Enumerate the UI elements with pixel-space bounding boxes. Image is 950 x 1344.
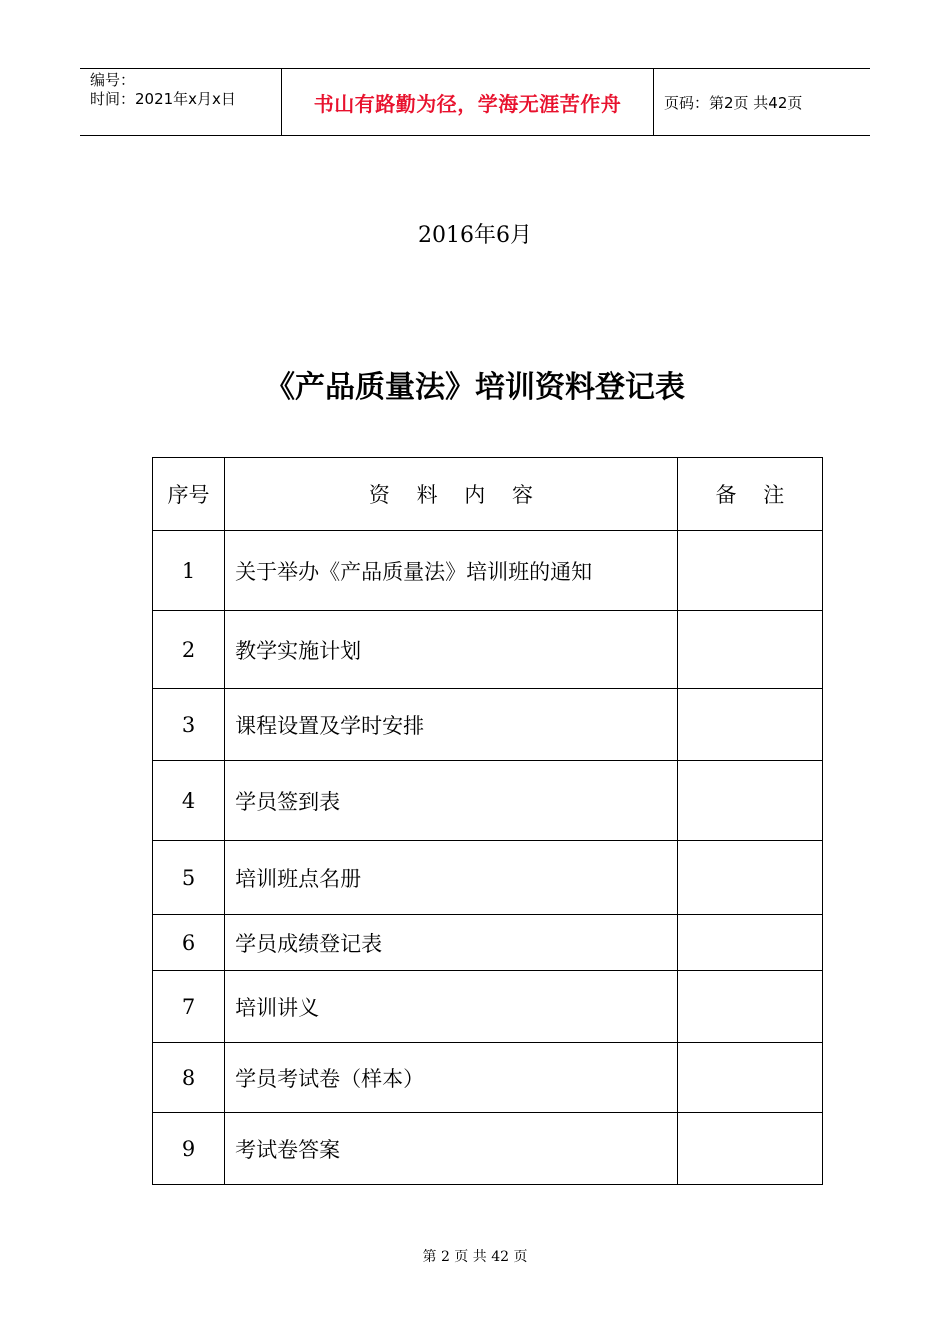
row-note (677, 971, 822, 1043)
row-content: 课程设置及学时安排 (225, 689, 678, 761)
row-note (677, 611, 822, 689)
column-header-note: 备 注 (677, 458, 822, 531)
row-content: 学员考试卷（样本） (225, 1043, 678, 1113)
row-number: 6 (153, 915, 225, 971)
row-number: 5 (153, 841, 225, 915)
table-row (153, 531, 823, 611)
table-row (153, 971, 823, 1043)
row-note (677, 915, 822, 971)
header-page-info-cell (654, 69, 870, 135)
row-note (677, 761, 822, 841)
time-label: 时间：2021年x月x日 (90, 90, 236, 108)
row-content: 教学实施计划 (225, 611, 678, 689)
row-content: 考试卷答案 (225, 1113, 678, 1185)
table-row (153, 611, 823, 689)
row-note (677, 689, 822, 761)
table-row (153, 689, 823, 761)
date-line: 2016年6月 (418, 223, 532, 248)
document-title: 《产品质量法》培训资料登记表 (265, 370, 685, 405)
row-note (677, 1113, 822, 1185)
row-content: 培训班点名册 (225, 841, 678, 915)
header-motto-cell (282, 69, 654, 135)
header-meta (80, 69, 282, 135)
row-note (677, 1043, 822, 1113)
row-number: 3 (153, 689, 225, 761)
serial-label: 编号： (90, 71, 136, 89)
row-number: 9 (153, 1113, 225, 1185)
table-header-row (153, 458, 823, 531)
row-content: 培训讲义 (225, 971, 678, 1043)
table-row (153, 1043, 823, 1113)
row-note (677, 531, 822, 611)
header-motto: 书山有路勤为径，学海无涯苦作舟 (313, 91, 622, 116)
table-row (153, 761, 823, 841)
column-header-no: 序号 (153, 458, 225, 531)
row-number: 4 (153, 761, 225, 841)
row-note (677, 841, 822, 915)
page-footer: 第 2 页 共 42 页 (422, 1249, 528, 1265)
row-content: 学员成绩登记表 (225, 915, 678, 971)
column-header-content: 资 料 内 容 (225, 458, 678, 531)
row-content: 学员签到表 (225, 761, 678, 841)
header-page-info: 页码：第2页 共42页 (664, 93, 803, 112)
table-row (153, 1113, 823, 1185)
row-number: 1 (153, 531, 225, 611)
page-header (80, 68, 870, 136)
row-number: 2 (153, 611, 225, 689)
table-row (153, 841, 823, 915)
table-row (153, 915, 823, 971)
row-number: 8 (153, 1043, 225, 1113)
registration-table (152, 457, 823, 1185)
row-number: 7 (153, 971, 225, 1043)
row-content: 关于举办《产品质量法》培训班的通知 (225, 531, 678, 611)
